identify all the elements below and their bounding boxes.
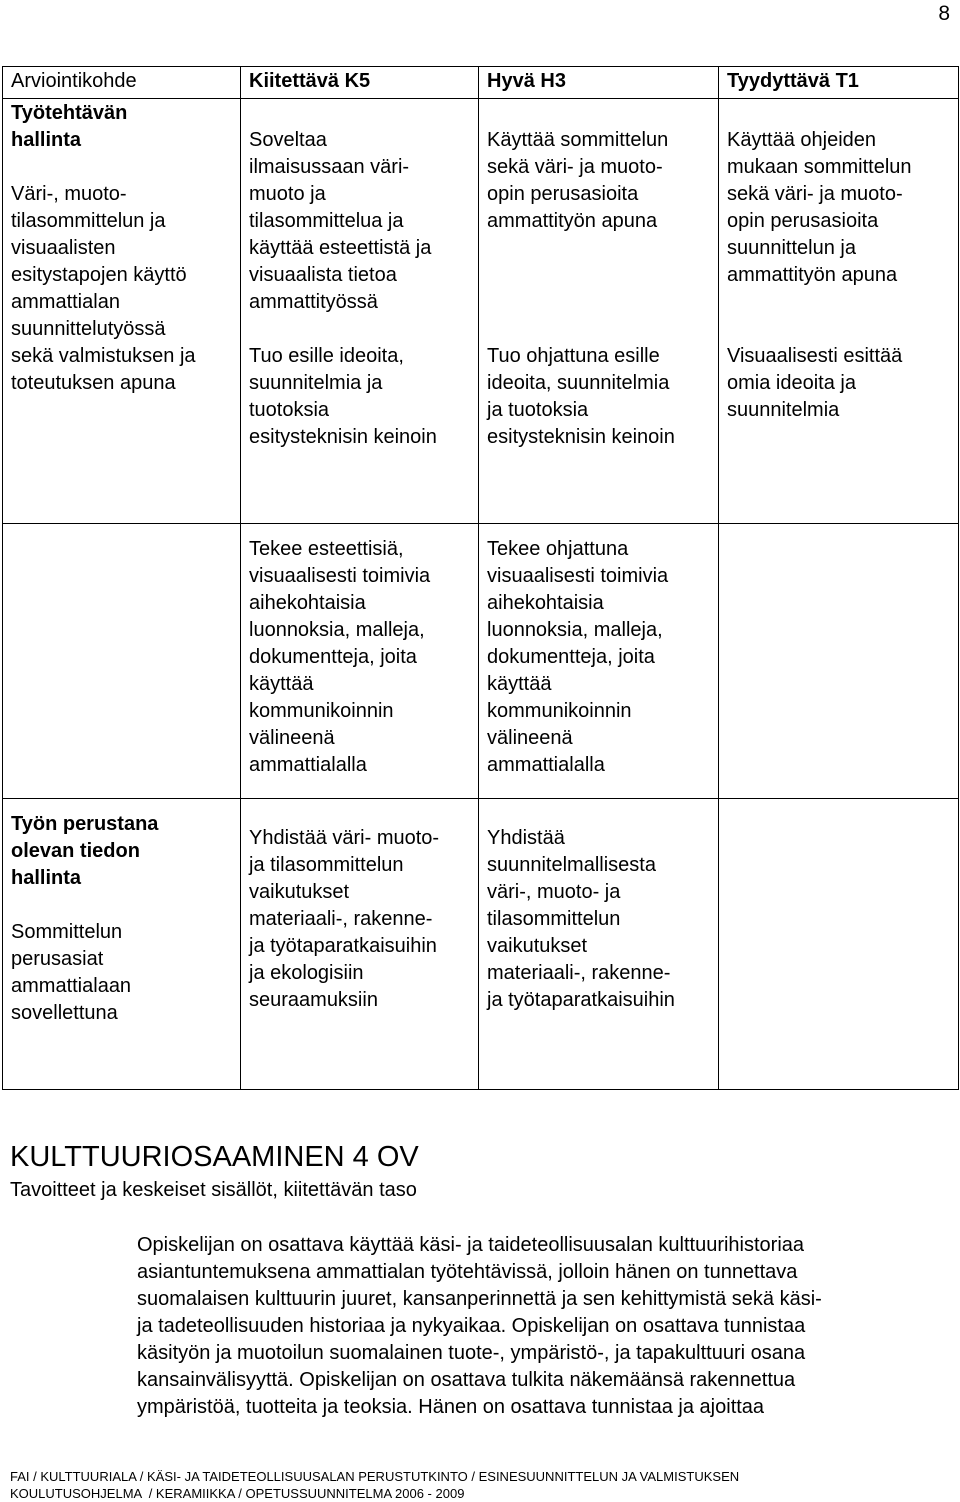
text-line: sovellettuna bbox=[11, 1002, 118, 1024]
text-line: Opiskelijan on osattava käyttää käsi- ja taideteollisuusalan kulttuurihistoriaa bbox=[137, 1234, 805, 1256]
text-line: kansainvälisyyttä. Opiskelijan on osattava tulkita näkemäänsä rakennettua bbox=[137, 1369, 796, 1391]
text-line: käyttää bbox=[249, 673, 314, 695]
text-line: mukaan sommittelun bbox=[727, 156, 912, 178]
text-line: vaikutukset bbox=[487, 935, 588, 957]
text-line: asiantuntemuksena ammattialan työtehtävissä, jolloin hänen on tunnettava bbox=[137, 1261, 798, 1283]
text-line: visuaalisten bbox=[11, 237, 116, 259]
row3-target-cell bbox=[3, 799, 241, 1090]
text-line: Työn perustana bbox=[11, 813, 159, 835]
text-line: Työtehtävän bbox=[11, 102, 128, 124]
row2-satisfactory-cell bbox=[719, 524, 959, 799]
text-line: sekä valmistuksen ja bbox=[11, 345, 196, 367]
text-line: suunnittelun ja bbox=[727, 237, 856, 259]
row1-good-criteria-a bbox=[487, 127, 712, 235]
row2-good-cell bbox=[479, 524, 719, 799]
text-line: tilasommittelun bbox=[487, 908, 621, 930]
footer-line-1: FAI / KULTTUURIALA / KÄSI- JA TAIDETEOLLISUUSALAN PERUSTUTKINTO / ESINESUUNNITTELUN JA VALMISTUKSEN bbox=[10, 1469, 740, 1484]
row1-target-description bbox=[11, 181, 234, 397]
text-line: Tuo esille ideoita, bbox=[249, 345, 404, 367]
text-line: ja ekologisiin bbox=[249, 962, 364, 984]
row1-satisfactory-cell bbox=[719, 99, 959, 524]
row3-good-criteria bbox=[487, 825, 712, 1014]
text-line: Visuaalisesti esittää bbox=[727, 345, 903, 367]
row3-satisfactory-cell bbox=[719, 799, 959, 1090]
text-line: väri-, muoto- ja bbox=[487, 881, 621, 903]
text-line: ammattialan bbox=[11, 291, 120, 313]
row2-excellent-criteria bbox=[249, 536, 472, 779]
text-line: ammattialalla bbox=[249, 754, 367, 776]
text-line: ja työtaparatkaisuihin bbox=[249, 935, 437, 957]
text-line: kommunikoinnin bbox=[487, 700, 632, 722]
text-line: esitysteknisin keinoin bbox=[487, 426, 675, 448]
row1-target-cell bbox=[3, 99, 241, 524]
text-line: välineenä bbox=[487, 727, 573, 749]
text-line: suunnitelmallisesta bbox=[487, 854, 656, 876]
text-line: opin perusasioita bbox=[727, 210, 879, 232]
text-line: välineenä bbox=[249, 727, 335, 749]
page-number: 8 bbox=[938, 2, 950, 25]
text-line: Soveltaa bbox=[249, 129, 327, 151]
assessment-table bbox=[2, 66, 959, 1090]
text-line: Käyttää ohjeiden bbox=[727, 129, 877, 151]
text-line: luonnoksia, malleja, bbox=[487, 619, 663, 641]
text-line: vaikutukset bbox=[249, 881, 350, 903]
text-line: ammattityössä bbox=[249, 291, 378, 313]
row3-target-title bbox=[11, 811, 234, 892]
text-line: Tuo ohjattuna esille bbox=[487, 345, 660, 367]
text-line: perusasiat bbox=[11, 948, 104, 970]
row1-good-cell bbox=[479, 99, 719, 524]
text-line: omia ideoita ja bbox=[727, 372, 856, 394]
table-row bbox=[3, 99, 959, 524]
text-line: dokumentteja, joita bbox=[249, 646, 417, 668]
header-excellent-k5: Kiitettävä K5 bbox=[241, 67, 479, 99]
header-good-h3: Hyvä H3 bbox=[479, 67, 719, 99]
row1-good-criteria-b bbox=[487, 343, 712, 451]
row3-target-description bbox=[11, 919, 234, 1027]
row1-target-title bbox=[11, 100, 234, 154]
text-line: materiaali-, rakenne- bbox=[487, 962, 671, 984]
text-line: seuraamuksiin bbox=[249, 989, 378, 1011]
text-line: aihekohtaisia bbox=[487, 592, 604, 614]
text-line: ammattialalla bbox=[487, 754, 605, 776]
row2-good-criteria bbox=[487, 536, 712, 779]
text-line: esitysteknisin keinoin bbox=[249, 426, 437, 448]
text-line: suomalaisen kulttuurin juuret, kansanperinnettä ja sen kehittymistä sekä käsi- bbox=[137, 1288, 822, 1310]
header-satisfactory-t1: Tyydyttävä T1 bbox=[719, 67, 959, 99]
text-line: Yhdistää bbox=[487, 827, 565, 849]
text-line: Sommittelun bbox=[11, 921, 123, 943]
text-line: muoto ja bbox=[249, 183, 326, 205]
row3-excellent-criteria bbox=[249, 825, 472, 1014]
row1-satisfactory-criteria-a bbox=[727, 127, 952, 289]
text-line: ja työtaparatkaisuihin bbox=[487, 989, 675, 1011]
text-line: olevan tiedon bbox=[11, 840, 140, 862]
text-line: luonnoksia, malleja, bbox=[249, 619, 425, 641]
text-line: ilmaisussaan väri- bbox=[249, 156, 410, 178]
row1-excellent-criteria-b bbox=[249, 343, 472, 451]
text-line: Käyttää sommittelun bbox=[487, 129, 669, 151]
text-line: tuotoksia bbox=[249, 399, 330, 421]
text-line: ja tuotoksia bbox=[487, 399, 589, 421]
section-subtitle: Tavoitteet ja keskeiset sisällöt, kiitettävän taso bbox=[10, 1179, 417, 1201]
text-line: tilasommittelun ja bbox=[11, 210, 166, 232]
text-line: ammattityön apuna bbox=[727, 264, 898, 286]
section-title: KULTTUURIOSAAMINEN 4 OV bbox=[10, 1141, 419, 1173]
text-line: tilasommittelua ja bbox=[249, 210, 404, 232]
section-body-paragraph bbox=[137, 1232, 937, 1421]
text-line: ja tadeteollisuuden historiaa ja nykyaikaa. Opiskelijan on osattava tunnistaa bbox=[137, 1315, 806, 1337]
text-line: suunnitelmia bbox=[727, 399, 840, 421]
text-line: ja tilasommittelun bbox=[249, 854, 404, 876]
text-line: käyttää esteettistä ja bbox=[249, 237, 432, 259]
row2-excellent-cell bbox=[241, 524, 479, 799]
row2-target-cell bbox=[3, 524, 241, 799]
text-line: suunnittelutyössä bbox=[11, 318, 166, 340]
footer-line-2: KOULUTUSOHJELMA / KERAMIIKKA / OPETUSSUUNNITELMA 2006 - 2009 bbox=[10, 1486, 465, 1501]
text-line: ideoita, suunnitelmia bbox=[487, 372, 670, 394]
text-line: käyttää bbox=[487, 673, 552, 695]
row1-excellent-cell bbox=[241, 99, 479, 524]
text-line: ammattityön apuna bbox=[487, 210, 658, 232]
row3-good-cell bbox=[479, 799, 719, 1090]
text-line: visuaalisesti toimivia bbox=[249, 565, 431, 587]
text-line: materiaali-, rakenne- bbox=[249, 908, 433, 930]
header-assessment-target: Arviointikohde bbox=[3, 67, 241, 99]
page-footer bbox=[10, 1468, 950, 1502]
table-row bbox=[3, 524, 959, 799]
text-line: sekä väri- ja muoto- bbox=[487, 156, 663, 178]
row1-satisfactory-criteria-b bbox=[727, 343, 952, 424]
text-line: visuaalista tietoa bbox=[249, 264, 397, 286]
text-line: hallinta bbox=[11, 867, 82, 889]
text-line: käsityön ja muotoilun suomalainen tuote-, ympäristö-, ja tapakulttuuri osana bbox=[137, 1342, 806, 1364]
table-row bbox=[3, 799, 959, 1090]
text-line: visuaalisesti toimivia bbox=[487, 565, 669, 587]
text-line: toteutuksen apuna bbox=[11, 372, 176, 394]
text-line: kommunikoinnin bbox=[249, 700, 394, 722]
row3-excellent-cell bbox=[241, 799, 479, 1090]
text-line: sekä väri- ja muoto- bbox=[727, 183, 903, 205]
text-line: Tekee ohjattuna bbox=[487, 538, 629, 560]
text-line: ammattialaan bbox=[11, 975, 132, 997]
text-line: Väri-, muoto- bbox=[11, 183, 127, 205]
row1-excellent-criteria-a bbox=[249, 127, 472, 316]
text-line: aihekohtaisia bbox=[249, 592, 366, 614]
text-line: opin perusasioita bbox=[487, 183, 639, 205]
text-line: ympäristöä, tuotteita ja teoksia. Hänen on osattava tunnistaa ja ajoittaa bbox=[137, 1396, 765, 1418]
text-line: Tekee esteettisiä, bbox=[249, 538, 404, 560]
table-header-row bbox=[3, 67, 959, 99]
text-line: Yhdistää väri- muoto- bbox=[249, 827, 440, 849]
text-line: suunnitelmia ja bbox=[249, 372, 383, 394]
text-line: esitystapojen käyttö bbox=[11, 264, 187, 286]
text-line: hallinta bbox=[11, 129, 82, 151]
text-line: dokumentteja, joita bbox=[487, 646, 655, 668]
